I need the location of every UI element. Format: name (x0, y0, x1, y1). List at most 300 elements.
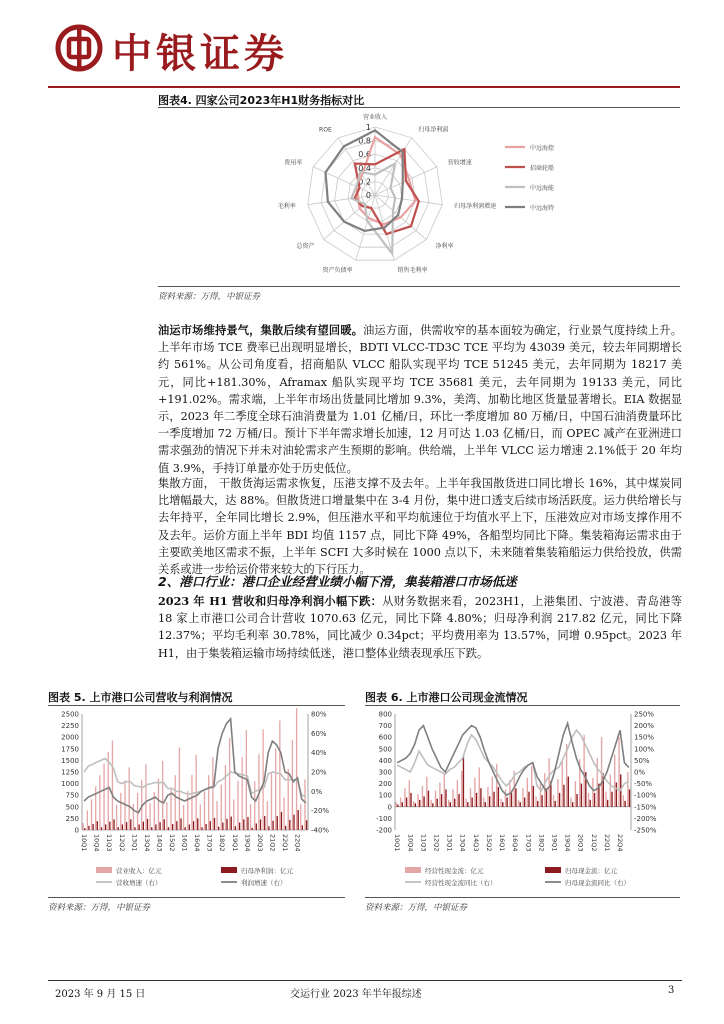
paragraph-body: 从财务数据来看，2023H1，上港集团、宁波港、青岛港等 18 家上市港口公司合计营收 1070.63 亿元，同比下降 4.80%；归母净利润 217.82 亿元，同比下降 12.37%；平均毛利率 30.78%，同比减少 0.34pct；平均费用率为 13.57%，同增 0.95pct。2023 年 H1，由于集装箱运输市场持续低迷，港口整体业绩表现承压下跌。 (158, 595, 682, 660)
chart-bar (505, 789, 506, 806)
footer-date: 2023 年 9 月 15 日 (55, 989, 146, 1000)
chart-bar (531, 766, 532, 807)
chart-bar (252, 828, 253, 830)
chart-y-left-tick: 0 (74, 826, 79, 835)
header-rule (48, 86, 680, 88)
chart-x-tick: 16Q4 (193, 834, 202, 852)
chart-bar (268, 826, 269, 830)
chart-y-left-tick: 700 (378, 722, 392, 731)
chart-bar (426, 777, 427, 807)
chart-bar (159, 822, 160, 830)
chart-bar (419, 800, 420, 807)
chart-bar (474, 778, 475, 807)
fig4-radar-chart (260, 110, 590, 280)
chart-bar (570, 798, 571, 807)
chart-y-right-tick: -100% (634, 791, 657, 800)
chart-bar (581, 784, 582, 807)
chart-bar (109, 822, 110, 830)
chart-x-tick: 16Q1 (498, 834, 507, 852)
chart-y-right-tick: 50% (634, 756, 650, 765)
chart-bar (572, 802, 573, 807)
chart-bar (515, 788, 516, 807)
chart-x-tick: 13Q4 (458, 834, 467, 852)
chart-bar (201, 827, 202, 830)
chart-bar (444, 774, 445, 806)
chart-x-tick: 16Q1 (180, 834, 189, 852)
chart-x-tick: 20Q3 (255, 834, 264, 852)
fig5-source: 资料来源：万得，中银证券 (48, 903, 151, 913)
brand-name: 中银证券 (112, 31, 288, 77)
chart-bar (432, 803, 433, 806)
chart-bar (520, 802, 521, 807)
chart-x-tick: 14Q3 (471, 834, 480, 852)
chart-bar (627, 772, 628, 807)
chart-bar (222, 823, 223, 830)
chart-x-tick: 13Q1 (445, 834, 454, 852)
chart-bar (605, 792, 606, 807)
chart-bar (218, 827, 219, 830)
chart-y-left-tick: 2500 (61, 710, 79, 719)
chart-x-tick: 18Q2 (218, 834, 227, 852)
chart-series-line (84, 719, 306, 813)
chart-x-tick: 19Q1 (230, 834, 239, 852)
chart-bar (506, 798, 507, 807)
chart-bar (134, 827, 135, 830)
chart-x-tick: 10Q4 (406, 834, 415, 852)
chart-bar (88, 826, 89, 830)
chart-y-left-tick: 500 (378, 745, 392, 754)
radar-series-line (355, 149, 419, 234)
chart-bar (430, 800, 431, 807)
chart-bar (189, 824, 190, 830)
chart-bar (417, 794, 418, 807)
chart-bar (623, 795, 624, 807)
chart-bar (483, 798, 484, 807)
paragraph-lead: 油运市场维持景气，集散后续有望回暖。 (158, 323, 364, 337)
chart-bar (535, 796, 536, 806)
fig4-top-rule (158, 107, 680, 108)
radar-axis-label: 营业收入 (362, 114, 388, 121)
chart-bar (435, 791, 436, 807)
radar-axis-label: 归母净利润增速 (454, 203, 497, 211)
chart-bar (492, 777, 493, 807)
fig6-top-rule (365, 705, 680, 706)
chart-bar (170, 789, 171, 830)
chart-y-right-tick: 80% (311, 710, 327, 719)
chart-bar (467, 802, 468, 807)
chart-bar (548, 758, 549, 807)
chart-x-tick: 15Q2 (484, 834, 493, 852)
radar-axis-label: 资产负债率 (322, 266, 353, 274)
chart-bar (406, 798, 407, 807)
chart-bar (129, 767, 130, 830)
chart-bar (262, 729, 263, 830)
chart-bar (588, 793, 589, 807)
radar-ring-label: 0.2 (358, 177, 371, 187)
chart-x-tick: 11Q3 (105, 834, 114, 852)
radar-axis-label: 营收增速 (447, 159, 472, 167)
radar-legend-label: 中远海能 (530, 185, 555, 192)
chart-x-tick: 17Q3 (524, 834, 533, 852)
chart-bar (229, 738, 230, 830)
chart-bar (82, 823, 83, 830)
chart-bar (562, 762, 563, 807)
chart-bar (126, 822, 127, 830)
chart-y-left-tick: 250 (65, 814, 79, 823)
chart-y-left-tick: 200 (378, 780, 392, 789)
chart-bar (267, 801, 268, 830)
chart-bar (296, 708, 297, 830)
chart-bar (97, 821, 98, 830)
chart-bar (616, 782, 617, 806)
fig4-source: 资料来源：万得，中银证券 (158, 292, 261, 302)
chart-y-left-tick: 1250 (61, 768, 79, 777)
chart-x-tick: 11Q3 (419, 834, 428, 852)
chart-bar (237, 781, 238, 830)
chart-bar (487, 787, 488, 807)
chart-bar (162, 761, 163, 830)
radar-ring-label: 0.6 (358, 150, 371, 160)
chart-bar (101, 827, 102, 830)
chart-bar (423, 796, 424, 806)
chart-bar (597, 758, 598, 807)
chart-bar (149, 804, 150, 830)
chart-bar (180, 818, 181, 830)
chart-bar (533, 786, 534, 807)
chart-x-tick: 18Q2 (537, 834, 546, 852)
paragraph-lead: 2023 年 H1 营收和归母净利润小幅下跌： (158, 594, 383, 608)
chart-legend-swatch (405, 867, 421, 873)
chart-y-right-tick: 250% (634, 710, 655, 719)
chart-y-left-tick: 750 (65, 791, 79, 800)
chart-bar (524, 798, 525, 807)
footer-report-name: 交运行业 2023 年半年报综述 (290, 989, 422, 1000)
chart-x-tick: 10Q1 (393, 834, 402, 852)
chart-x-tick: 20Q3 (576, 834, 585, 852)
fig5-bottom-rule (48, 897, 345, 898)
chart-bar (559, 793, 560, 807)
chart-bar (191, 775, 192, 830)
radar-axis-label: 销售毛利率 (397, 266, 428, 274)
chart-bar (589, 800, 590, 807)
chart-bar (84, 828, 85, 830)
chart-legend-label: 利润增速（右） (241, 879, 287, 887)
paragraph-oil-shipping (158, 322, 682, 477)
chart-y-right-tick: -40% (311, 826, 330, 835)
chart-bar (147, 819, 148, 830)
chart-bar (397, 804, 398, 806)
chart-bar (210, 821, 211, 830)
chart-legend-swatch (96, 867, 112, 873)
chart-x-tick: 21Q2 (268, 834, 277, 852)
chart-y-right-tick: 100% (634, 745, 655, 754)
chart-bar (470, 788, 471, 807)
chart-bar (225, 765, 226, 830)
chart-bar (413, 801, 414, 807)
chart-bar (183, 805, 184, 830)
radar-axis-label: 总资产 (296, 243, 315, 251)
radar-legend-label: 中远海特 (530, 205, 555, 212)
chart-bar (522, 788, 523, 807)
chart-bar (555, 801, 556, 807)
chart-x-tick: 10Q1 (80, 834, 89, 852)
chart-bar (498, 787, 499, 807)
chart-y-right-tick: 150% (634, 733, 655, 742)
chart-legend-label: 营收增速（右） (116, 879, 162, 887)
radar-ring-label: 0.8 (358, 136, 371, 146)
chart-bar (611, 792, 612, 807)
chart-y-left-tick: 300 (378, 768, 392, 777)
chart-bar (279, 721, 280, 831)
chart-bar (302, 825, 303, 830)
chart-y-left-tick: 600 (378, 733, 392, 742)
chart-x-tick: 22Q4 (616, 834, 625, 852)
chart-bar (575, 781, 576, 807)
chart-bar (208, 775, 209, 830)
chart-x-tick: 19Q1 (550, 834, 559, 852)
chart-x-tick: 22Q4 (293, 834, 302, 852)
chart-bar (92, 824, 93, 830)
fig5-top-rule (48, 705, 345, 706)
chart-bar (428, 791, 429, 807)
chart-bar (200, 804, 201, 830)
chart-bar (151, 827, 152, 830)
chart-bar (457, 780, 458, 807)
chart-bar (540, 784, 541, 807)
chart-legend-label: 归母净利润：亿元 (241, 867, 293, 875)
chart-bar (130, 819, 131, 830)
chart-y-left-tick: 400 (378, 756, 392, 765)
chart-bar (576, 794, 577, 807)
chart-y-left-tick: -100 (376, 814, 392, 823)
chart-bar (437, 799, 438, 807)
chart-bar (583, 735, 584, 807)
paragraph-body: 集散方面， 干散货海运需求恢复，压港支撑不及去年。上半年我国散货进口同比增长 16%，其中煤炭同比增幅最大，达 88%。但散货进口增量集中在 3-4 月份，集中进口透支后续市场活跃度。运力供给增长与去年持平，全年同比增长 2.9%，但压港水平和平均航速位于均值水平上下，压港效应对市场支撑作用不及去年。运价方面上半年 BDI 均值 1157 点，同比下降 49%，各船型均同比下降。集装箱海运需求由于主要欧美地区需求不振，上半年 SCFI 大多时候在 1000 点以下，未来随着集装箱船运力供给投放，供需关系或进一步给运价带来较大的下行压力。 (158, 477, 682, 577)
chart-x-tick: 19Q4 (563, 834, 572, 852)
chart-bar (118, 827, 119, 830)
radar-ring-label: 0 (365, 191, 371, 200)
chart-bar (235, 826, 236, 830)
chart-x-tick: 13Q1 (130, 834, 139, 852)
chart-bar (264, 816, 265, 830)
chart-bar (400, 798, 401, 807)
chart-x-tick: 13Q4 (142, 834, 151, 852)
chart-bar (541, 795, 542, 807)
chart-bar (463, 756, 464, 807)
chart-bar (91, 799, 92, 830)
chart-bar (441, 794, 442, 807)
chart-bar (187, 791, 188, 830)
chart-bar (489, 796, 490, 806)
chart-bar (185, 827, 186, 830)
chart-y-left-tick: -200 (376, 826, 392, 835)
chart-bar (480, 788, 481, 807)
chart-bar (568, 777, 569, 807)
chart-bar (461, 771, 462, 807)
fig5-chart (48, 708, 346, 894)
chart-bar (231, 817, 232, 830)
chart-bar (304, 779, 305, 830)
chart-y-right-tick: 0% (634, 768, 646, 777)
chart-y-right-tick: -20% (311, 807, 330, 816)
chart-y-left-tick: 800 (378, 710, 392, 719)
chart-bar (197, 818, 198, 830)
chart-bar (293, 815, 294, 830)
chart-bar (179, 747, 180, 830)
chart-bar (226, 819, 227, 830)
chart-bar (112, 740, 113, 830)
chart-bar (243, 819, 244, 830)
chart-bar (624, 801, 625, 807)
radar-axis-label: 费用率 (284, 159, 303, 167)
chart-x-tick: 12Q2 (432, 834, 441, 852)
chart-bar (283, 798, 284, 830)
chart-bar (205, 824, 206, 830)
chart-bar (113, 819, 114, 830)
chart-legend-label: 营业收入：亿元 (116, 867, 162, 875)
chart-bar (168, 827, 169, 830)
chart-series-line (84, 759, 306, 797)
chart-bar (116, 805, 117, 830)
chart-bar (518, 800, 519, 807)
chart-legend-label: 归母现金流：亿元 (565, 867, 617, 875)
chart-bar (247, 817, 248, 830)
chart-bar (454, 799, 455, 807)
chart-bar (528, 792, 529, 807)
chart-bar (212, 757, 213, 830)
chart-bar (105, 824, 106, 830)
chart-bar (511, 793, 512, 807)
chart-y-right-tick: 20% (311, 768, 327, 777)
fig6-chart (365, 708, 681, 894)
chart-y-left-tick: 1500 (61, 756, 79, 765)
chart-bar (553, 795, 554, 807)
fig5-title: 图表 5. 上市港口公司营收与利润情况 (48, 691, 233, 704)
chart-legend-swatch (221, 867, 237, 873)
chart-bar (402, 802, 403, 807)
chart-bar (450, 802, 451, 807)
chart-bar (396, 802, 397, 807)
fig6-title: 图表 6. 上市港口公司现金流情况 (365, 691, 528, 704)
chart-y-left-tick: 2000 (61, 733, 79, 742)
chart-y-right-tick: 40% (311, 749, 327, 758)
chart-y-right-tick: 0% (311, 787, 323, 796)
chart-bar (233, 799, 234, 830)
bank-of-china-logo (55, 24, 103, 72)
chart-bar (465, 799, 466, 807)
chart-y-right-tick: -250% (634, 826, 657, 835)
chart-bar (422, 786, 423, 807)
chart-bar (155, 824, 156, 830)
chart-bar (256, 824, 257, 831)
chart-bar (445, 789, 446, 806)
chart-y-right-tick: -200% (634, 814, 657, 823)
chart-bar (272, 821, 273, 830)
chart-bar (250, 804, 251, 830)
chart-x-tick: 10Q4 (92, 834, 101, 852)
chart-bar (537, 801, 538, 807)
chart-bar (415, 803, 416, 806)
chart-bar (289, 820, 290, 830)
chart-bar (175, 775, 176, 830)
chart-series-line (397, 730, 629, 790)
chart-y-left-tick: 1750 (61, 745, 79, 754)
chart-bar (214, 818, 215, 830)
chart-bar (204, 791, 205, 830)
chart-bar (254, 781, 255, 830)
chart-bar (452, 789, 453, 806)
fig4-bottom-rule (158, 286, 680, 287)
chart-bar (610, 774, 611, 806)
chart-bar (458, 794, 459, 807)
chart-bar (172, 824, 173, 830)
chart-x-tick: 22Q1 (602, 834, 611, 852)
paragraph-dry-bulk (158, 475, 682, 578)
chart-y-left-tick: 1000 (61, 780, 79, 789)
chart-y-left-tick: 2250 (61, 722, 79, 731)
chart-x-tick: 15Q2 (167, 834, 176, 852)
footer-rule (48, 980, 682, 981)
fig6-source: 资料来源：万得，中银证券 (365, 903, 468, 913)
radar-axis-label: 毛利率 (277, 203, 296, 211)
chart-bar (139, 824, 140, 830)
chart-bar (439, 782, 440, 806)
chart-bar (607, 800, 608, 807)
chart-bar (122, 824, 123, 830)
chart-bar (476, 793, 477, 807)
chart-bar (493, 792, 494, 807)
chart-bar (133, 804, 134, 830)
chart-bar (527, 778, 528, 807)
chart-y-left-tick: 100 (378, 791, 392, 800)
chart-bar (216, 801, 217, 830)
chart-y-right-tick: -150% (634, 803, 657, 812)
radar-axis-label: ROE (319, 126, 332, 134)
radar-ring-label: 0.4 (358, 163, 371, 173)
paragraph-port (158, 593, 682, 662)
chart-x-tick: 22Q1 (280, 834, 289, 852)
chart-bar (103, 764, 104, 830)
chart-legend-label: 经营性现金流同比（右） (425, 879, 497, 887)
chart-bar (409, 780, 410, 807)
chart-bar (592, 778, 593, 807)
chart-bar (479, 767, 480, 806)
chart-bar (471, 798, 472, 807)
chart-x-tick: 17Q3 (205, 834, 214, 852)
chart-bar (176, 821, 177, 830)
chart-bar (108, 752, 109, 830)
chart-bar (277, 816, 278, 830)
footer-page-number: 3 (668, 985, 675, 996)
chart-bar (164, 819, 165, 830)
chart-bar (271, 773, 272, 830)
paragraph-body: 油运方面，供需收窄的基本面较为确定，行业景气度持续上升。上半年市场 TCE 费率已出现明显增长，BDTI VLCC-TD3C TCE 平均为 43039 美元，较去年同期增长约 561%。从公司角度看，招商船队 VLCC 船队实现平均 TCE 51245 美元，去年同期为 18217 美元，同比+181.30%，Aframax 船队实现平均 TCE 35681 美元，去年同期为 19133 美元，同比+191.02%。需求端，上半年市场出货量同比增加 9.3%，美湾、加勒比地区货量显著增长。EIA 数据显示，2023 年二季度全球石油消费量为 1.01 亿桶/日，环比一季度增加 80 万桶/日，中国石油消费量环比一季度增加 72 万桶/日。预计下半年需求增长加速，12 月可达 1.03 亿桶/日，而 OPEC 减产在亚洲进口需求强劲的情况下并未对油轮需求产生预期的影响。供给端，上半年 VLCC 运力增速 2.1%低于 20 年均值 3.9%，手持订单量亦处于历史低位。 (158, 324, 682, 475)
chart-bar (158, 779, 159, 831)
chart-bar (557, 779, 558, 807)
chart-bar (629, 789, 630, 806)
chart-bar (193, 821, 194, 830)
chart-bar (260, 819, 261, 830)
chart-bar (448, 800, 449, 807)
chart-x-tick: 14Q3 (155, 834, 164, 852)
chart-bar (614, 755, 615, 807)
chart-bar (500, 799, 501, 807)
chart-legend-label: 经营性现金流：亿元 (425, 867, 484, 875)
chart-bar (275, 748, 276, 830)
chart-bar (404, 788, 405, 807)
radar-axis-label: 归母净利润 (418, 126, 449, 134)
radar-legend-label: 中远海控 (530, 145, 555, 152)
